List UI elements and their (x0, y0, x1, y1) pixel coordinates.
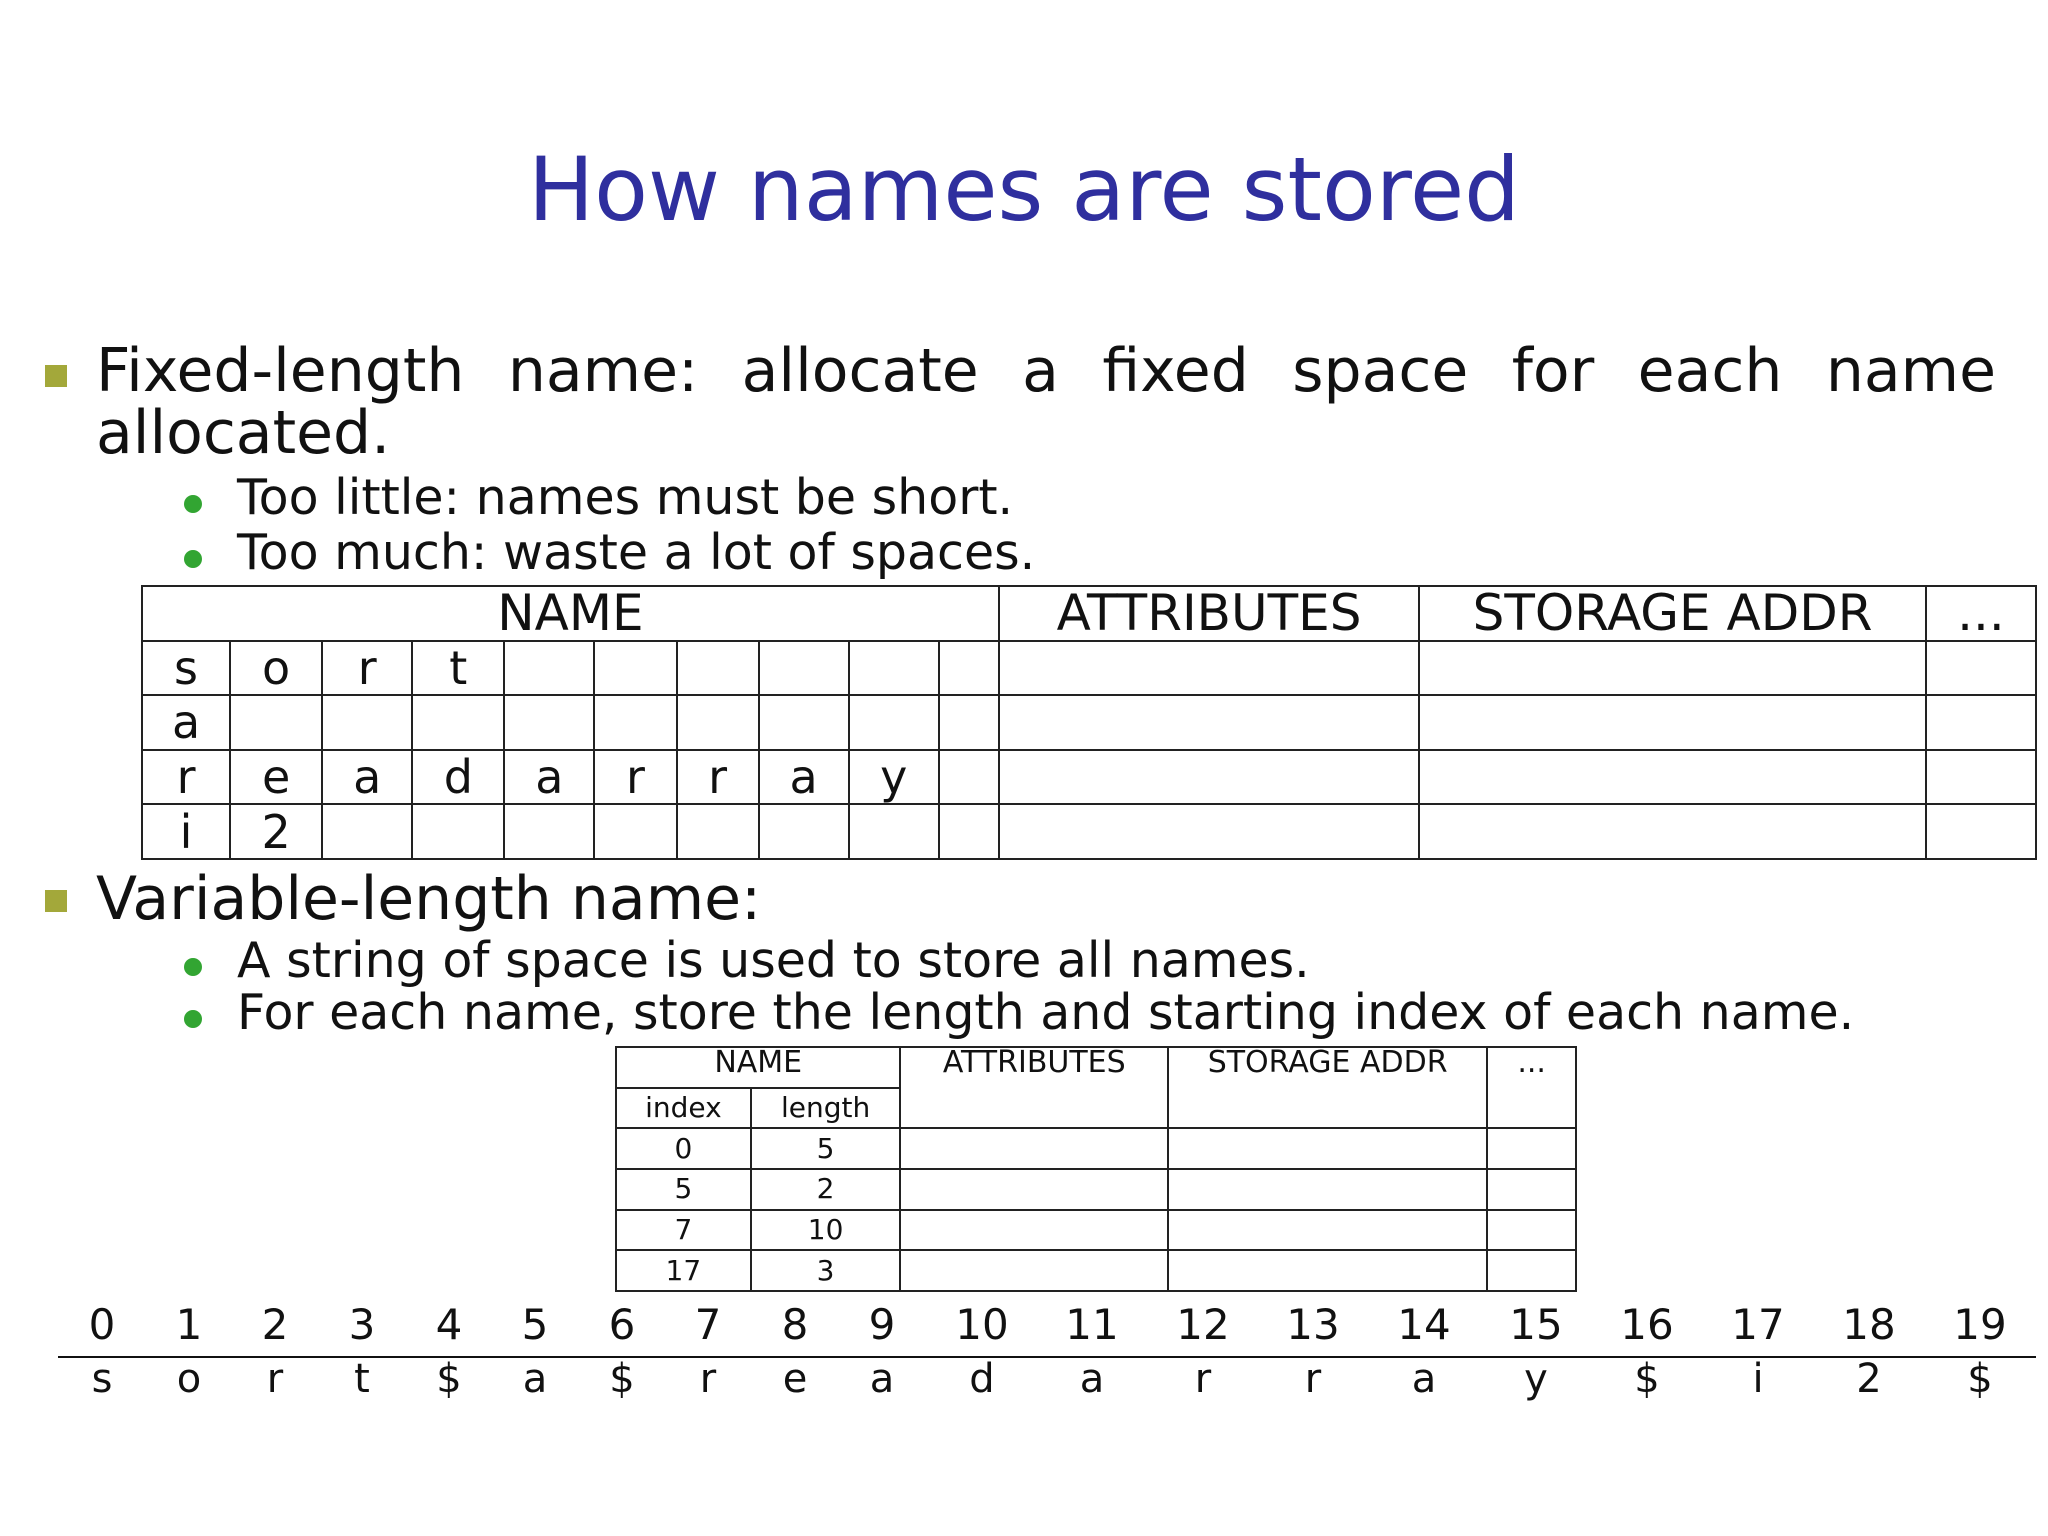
char-cell: y (849, 750, 939, 805)
attributes-header: ATTRIBUTES (999, 586, 1419, 641)
strip-index: 13 (1286, 1300, 1340, 1349)
attributes-cell (999, 695, 1419, 750)
strip-char: s (91, 1356, 113, 1402)
section1-text: Fixed-length name: allocate a fixed space for each name allocated. (96, 336, 1996, 468)
strip-index: 18 (1842, 1300, 1896, 1349)
section2-bullet-1: A string of space is used to store all names. (237, 932, 1310, 989)
page-title: How names are stored (527, 138, 1521, 241)
strip-char: 2 (1856, 1356, 1882, 1402)
strip-index: 8 (781, 1300, 809, 1349)
char-cell: i (142, 804, 230, 859)
strip-index: 5 (521, 1300, 549, 1349)
char-cell (677, 641, 759, 696)
length-cell: 10 (751, 1210, 901, 1251)
index-cell: 0 (616, 1128, 751, 1169)
attributes-cell (999, 641, 1419, 696)
square-bullet-icon (45, 365, 67, 387)
char-cell: a (759, 750, 849, 805)
char-cell (504, 804, 594, 859)
index-header: index (616, 1088, 751, 1129)
ellipsis-cell (1487, 1169, 1576, 1210)
char-cell (849, 695, 939, 750)
strip-char: o (176, 1356, 202, 1402)
storage-addr-cell (1168, 1128, 1487, 1169)
strip-char: $ (436, 1356, 462, 1402)
char-cell (939, 804, 999, 859)
strip-char: t (354, 1356, 370, 1402)
table-row (142, 804, 2036, 859)
storage-addr-cell (1168, 1210, 1487, 1251)
strip-char: a (522, 1356, 548, 1402)
char-cell (759, 804, 849, 859)
attributes-cell (900, 1210, 1168, 1251)
strip-char: r (699, 1356, 717, 1402)
index-strip (58, 1300, 2036, 1350)
strip-index: 12 (1176, 1300, 1230, 1349)
ellipsis-cell (1926, 750, 2036, 805)
strip-char: d (969, 1356, 995, 1402)
attributes-cell (900, 1169, 1168, 1210)
char-cell: d (412, 750, 504, 805)
char-cell (504, 695, 594, 750)
char-cell (594, 695, 676, 750)
section2-bullet-2: For each name, store the length and starting index of each name. (237, 984, 1855, 1041)
strip-index: 9 (868, 1300, 896, 1349)
table-row (142, 641, 2036, 696)
strip-char: i (1752, 1356, 1764, 1402)
char-cell (504, 641, 594, 696)
table-row (616, 1169, 1576, 1210)
ellipsis-cell (1926, 804, 2036, 859)
storage-addr-cell (1419, 641, 1926, 696)
ellipsis-header: ... (1487, 1047, 1576, 1128)
attributes-cell (999, 804, 1419, 859)
strip-char: e (782, 1356, 808, 1402)
char-cell: r (322, 641, 412, 696)
char-cell (594, 804, 676, 859)
dot-bullet-icon (184, 550, 202, 568)
section2-text: Variable-length name: (96, 864, 762, 934)
char-cell: r (677, 750, 759, 805)
length-header: length (751, 1088, 901, 1129)
strip-char: $ (1634, 1356, 1660, 1402)
storage-addr-cell (1419, 804, 1926, 859)
strip-index: 19 (1953, 1300, 2007, 1349)
table-row (616, 1128, 1576, 1169)
strip-index: 2 (261, 1300, 289, 1349)
section1-bullet-1: Too little: names must be short. (237, 469, 1014, 526)
strip-char: y (1524, 1356, 1548, 1402)
storage-addr-cell (1168, 1169, 1487, 1210)
strip-char: a (869, 1356, 895, 1402)
storage-addr-cell (1168, 1250, 1487, 1291)
index-cell: 7 (616, 1210, 751, 1251)
char-cell (939, 750, 999, 805)
strip-index: 14 (1397, 1300, 1451, 1349)
index-cell: 5 (616, 1169, 751, 1210)
ellipsis-cell (1926, 641, 2036, 696)
char-cell: a (142, 695, 230, 750)
name-header: NAME (142, 586, 999, 641)
char-cell (939, 695, 999, 750)
char-cell: e (230, 750, 322, 805)
char-cell (677, 695, 759, 750)
char-cell (412, 695, 504, 750)
ellipsis-cell (1926, 695, 2036, 750)
char-cell: s (142, 641, 230, 696)
char-cell: 2 (230, 804, 322, 859)
storage-addr-header: STORAGE ADDR (1168, 1047, 1487, 1128)
square-bullet-icon (45, 890, 67, 912)
strip-char: a (1411, 1356, 1437, 1402)
char-cell (849, 804, 939, 859)
char-cell: a (504, 750, 594, 805)
strip-index: 1 (175, 1300, 203, 1349)
index-cell: 17 (616, 1250, 751, 1291)
strip-char: a (1079, 1356, 1105, 1402)
strip-index: 16 (1620, 1300, 1674, 1349)
strip-index: 4 (435, 1300, 463, 1349)
char-cell (939, 641, 999, 696)
strip-index: 11 (1065, 1300, 1119, 1349)
strip-index: 6 (608, 1300, 636, 1349)
char-cell (759, 641, 849, 696)
section1-bullet-2: Too much: waste a lot of spaces. (237, 524, 1036, 581)
length-cell: 5 (751, 1128, 901, 1169)
ellipsis-cell (1487, 1128, 1576, 1169)
strip-index: 3 (348, 1300, 376, 1349)
char-cell (322, 695, 412, 750)
ellipsis-cell (1487, 1250, 1576, 1291)
char-cell: r (142, 750, 230, 805)
table-row (142, 750, 2036, 805)
attributes-cell (900, 1128, 1168, 1169)
char-cell: o (230, 641, 322, 696)
table-header-row (142, 586, 2036, 641)
char-cell: a (322, 750, 412, 805)
strip-char: r (266, 1356, 284, 1402)
length-cell: 3 (751, 1250, 901, 1291)
attributes-cell (999, 750, 1419, 805)
strip-index: 7 (694, 1300, 722, 1349)
dot-bullet-icon (184, 495, 202, 513)
strip-char: r (1304, 1356, 1322, 1402)
char-cell (759, 695, 849, 750)
strip-char: $ (1967, 1356, 1993, 1402)
strip-index: 17 (1731, 1300, 1785, 1349)
table-row (142, 695, 2036, 750)
strip-index: 10 (955, 1300, 1009, 1349)
name-header: NAME (616, 1047, 900, 1088)
table-row (616, 1250, 1576, 1291)
table-header-row (616, 1047, 1576, 1088)
strip-char: $ (609, 1356, 635, 1402)
char-cell (412, 804, 504, 859)
length-cell: 2 (751, 1169, 901, 1210)
ellipsis-cell (1487, 1210, 1576, 1251)
char-cell (594, 641, 676, 696)
fixed-length-table (141, 585, 2037, 860)
char-cell (849, 641, 939, 696)
strip-char: r (1194, 1356, 1212, 1402)
char-cell (322, 804, 412, 859)
char-cell (230, 695, 322, 750)
dot-bullet-icon (184, 1010, 202, 1028)
storage-addr-cell (1419, 750, 1926, 805)
char-cell (677, 804, 759, 859)
strip-index: 15 (1509, 1300, 1563, 1349)
storage-addr-cell (1419, 695, 1926, 750)
attributes-header: ATTRIBUTES (900, 1047, 1168, 1128)
char-cell: r (594, 750, 676, 805)
char-cell: t (412, 641, 504, 696)
char-strip (58, 1356, 2036, 1406)
attributes-cell (900, 1250, 1168, 1291)
storage-addr-header: STORAGE ADDR (1419, 586, 1926, 641)
variable-length-table (615, 1046, 1577, 1292)
strip-index: 0 (88, 1300, 116, 1349)
table-row (616, 1210, 1576, 1251)
ellipsis-header: ... (1926, 586, 2036, 641)
dot-bullet-icon (184, 958, 202, 976)
